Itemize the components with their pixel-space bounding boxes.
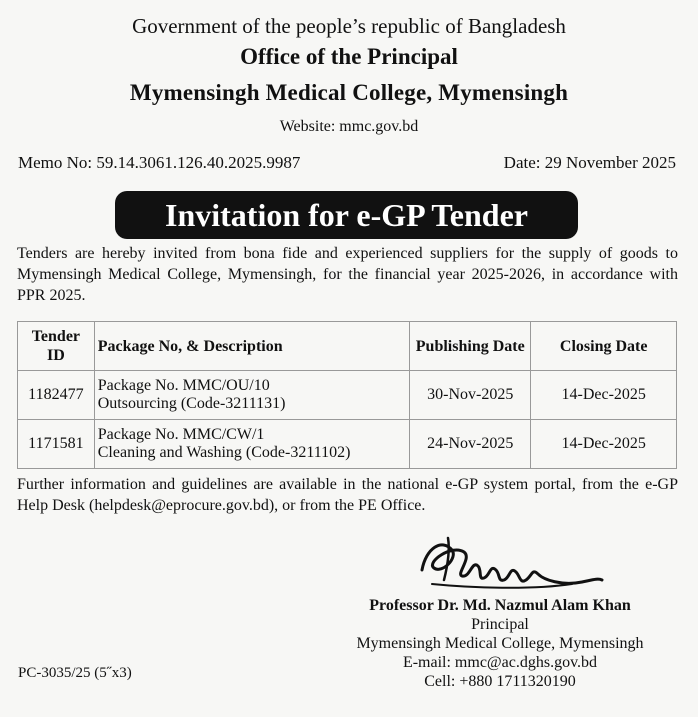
package-cell [94,371,409,420]
package-cell [94,420,409,469]
signer-name: Professor Dr. Md. Nazmul Alam Khan [369,597,631,614]
table-row [18,371,677,420]
table-header-row [18,322,677,371]
tender-table [17,321,677,469]
office-heading: Office of the Principal [240,44,458,69]
header-tender-id: Tender ID [18,322,95,371]
signature-image [412,530,612,592]
closing-date-cell: 14-Dec-2025 [531,371,677,420]
intro-paragraph: Tenders are hereby invited from bona fide and experienced suppliers for the supply of goods to Mymensingh Medical College, Mymensingh, for the financial year 2025-2026, in accordance with PPR 2025. [17,245,678,304]
publication-code: PC-3035/25 (5˝x3) [18,665,132,681]
signer-cell: Cell: +880 1711320190 [424,673,576,690]
signer-organization: Mymensingh Medical College, Mymensingh [356,635,644,652]
signer-title: Principal [471,616,529,633]
government-heading: Government of the people’s republic of Bangladesh [132,14,566,38]
table-row [18,420,677,469]
signatory-block [310,596,680,691]
closing-date-cell: 14-Dec-2025 [531,420,677,469]
website-line: Website: mmc.gov.bd [279,118,419,135]
header-closing-date: Closing Date [531,322,677,371]
package-number: Package No. MMC/CW/1 [97,426,265,443]
publishing-date-cell: 24-Nov-2025 [410,420,531,469]
college-heading: Mymensingh Medical College, Mymensingh [129,80,569,105]
package-description: Cleaning and Washing (Code-3211102) [97,444,351,461]
notice-banner: Invitation for e-GP Tender [115,191,578,239]
notice-date: Date: 29 November 2025 [503,153,676,172]
publishing-date-cell: 30-Nov-2025 [410,371,531,420]
header-package: Package No, & Description [94,322,409,371]
package-description: Outsourcing (Code-3211131) [97,395,286,412]
further-info-paragraph: Further information and guidelines are available in the national e-GP system portal, from the e-GP Help Desk (helpdesk@eprocure.gov.bd), or from the PE Office. [17,476,678,514]
signer-email: E-mail: mmc@ac.dghs.gov.bd [402,654,598,671]
memo-number: Memo No: 59.14.3061.126.40.2025.9987 [18,153,301,172]
tender-id-cell: 1182477 [18,371,95,420]
header-publishing-date: Publishing Date [410,322,531,371]
package-number: Package No. MMC/OU/10 [97,377,270,394]
tender-id-cell: 1171581 [18,420,95,469]
